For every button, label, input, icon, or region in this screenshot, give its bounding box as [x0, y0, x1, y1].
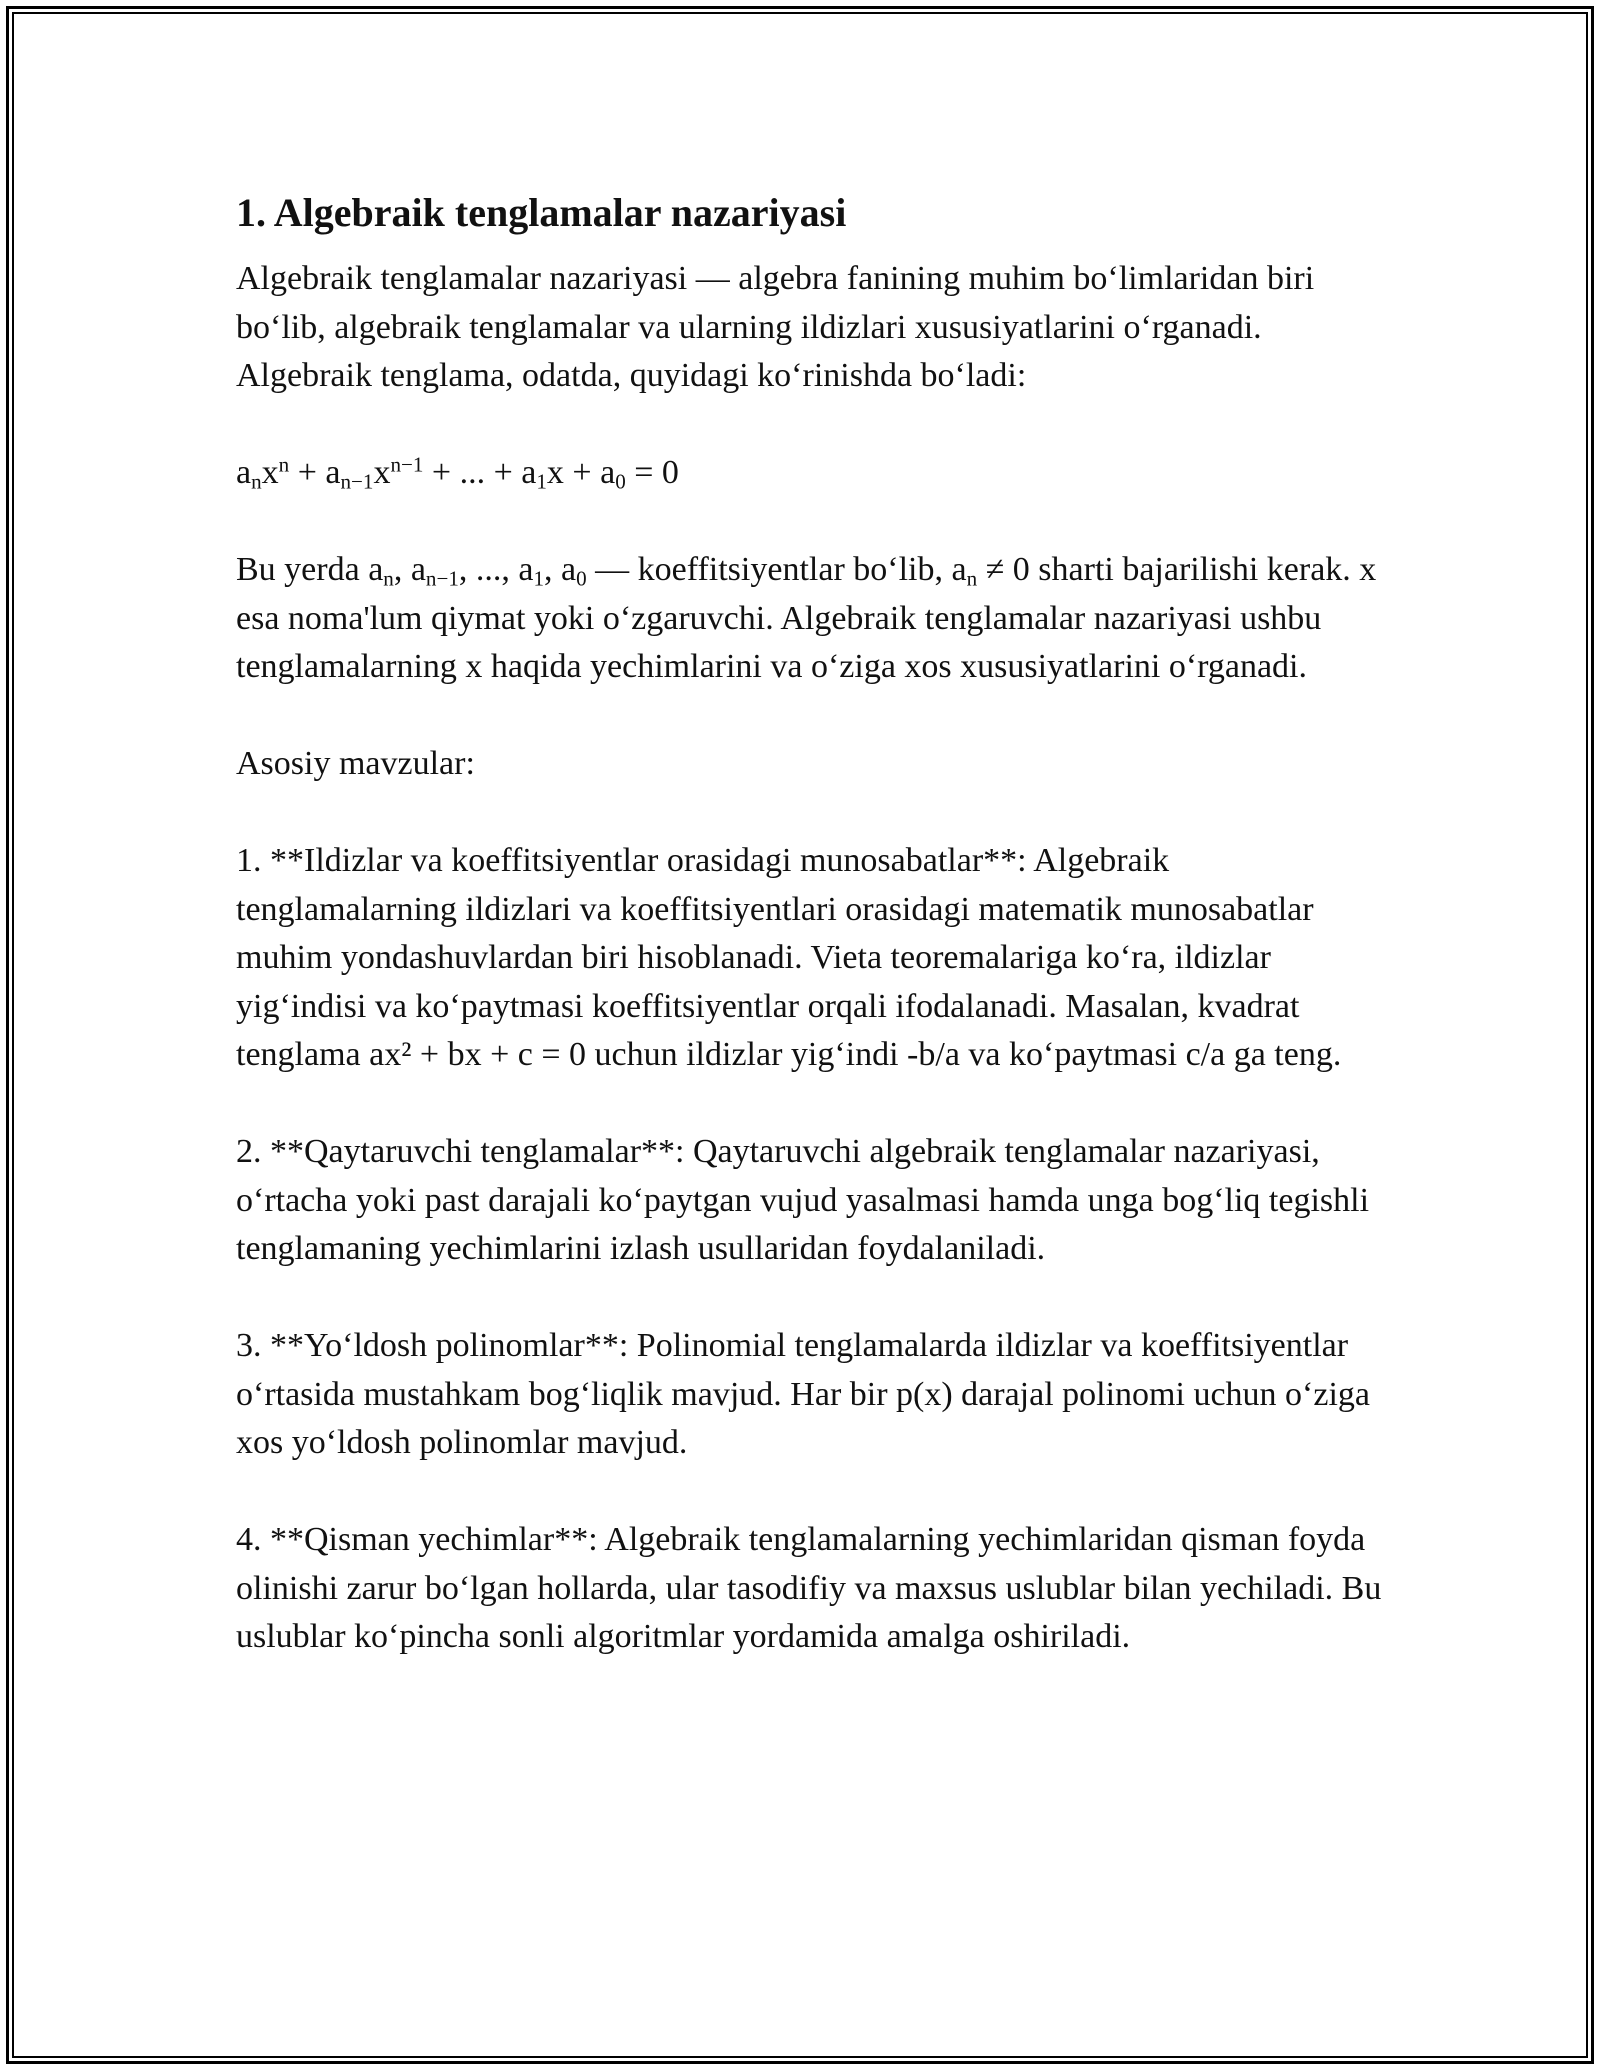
topic-paragraph-1: 1. **Ildizlar va koeffitsiyentlar orasidagi munosabatlar**: Algebraik tenglamalarning ildizlari va koeffitsiyentlari orasidagi matematik munosabatlar muhim yondashuvlardan biri hisoblanadi. Vieta teoremalariga ko‘ra, ildizlar yig‘indisi va ko‘paytmasi koeffitsiyentlar orqali ifodalanadi. Masalan, kvadrat tenglama ax² + bx + c = 0 uchun ildizlar yig‘indi -b/a va ko‘paytmasi c/a ga teng.: [236, 842, 1342, 1073]
section-heading: 1. Algebraik tenglamalar nazariyasi: [236, 190, 847, 235]
topic-paragraph-4: 4. **Qisman yechimlar**: Algebraik tenglamalarning yechimlaridan qisman foyda olinishi zarur bo‘lgan hollarda, ular tasodifiy va maxsus uslublar bilan yechiladi. Bu uslublar ko‘pincha sonli algoritmlar yordamida amalga oshiriladi.: [236, 1521, 1382, 1655]
polynomial-formula: $a_nx^n + a_{n-1}x^{n-1}$ + ... + $a_1x + a_0 = 0$: [236, 452, 679, 494]
document-body: [236, 185, 1386, 1710]
topic-paragraph-3: 3. **Yo‘ldosh polinomlar**: Polinomial tenglamalarda ildizlar va koeffitsiyentlar o‘rtasida mustahkam bog‘liqlik mavjud. Har bir p(x) darajal polinomi uchun o‘ziga xos yo‘ldosh polinomlar mavjud.: [236, 1327, 1370, 1461]
topic-paragraph-2: 2. **Qaytaruvchi tenglamalar**: Qaytaruvchi algebraik tenglamalar nazariyasi, o‘rtacha yoki past darajali ko‘paytgan vujud yasalmasi hamda unga bog‘liq tegishli tenglamaning yechimlarini izlash usullaridan foydalaniladi.: [236, 1133, 1370, 1267]
intro-paragraph: Algebraik tenglamalar nazariyasi — algebra fanining muhim bo‘limlaridan biri bo‘lib, algebraik tenglamalar va ularning ildizlari xususiyatlarini o‘rganadi. Algebraik tenglama, odatda, quyidagi ko‘rinishda bo‘ladi:: [236, 260, 1315, 394]
topics-label: Asosiy mavzular:: [236, 745, 475, 782]
explanation-paragraph: Bu yerda $a_n$, $a_{n-1}$, ..., $a_1$, $a_0$ — koeffitsiyentlar bo‘lib, $a_n \ne 0$ sharti bajarilishi kerak. x esa noma'lum qiymat yoki o‘zgaruvchi. Algebraik tenglamalar nazariyasi ushbu tenglamalarning x haqida yechimlarini va o‘ziga xos xususiyatlarini o‘rganadi.: [236, 551, 1377, 685]
